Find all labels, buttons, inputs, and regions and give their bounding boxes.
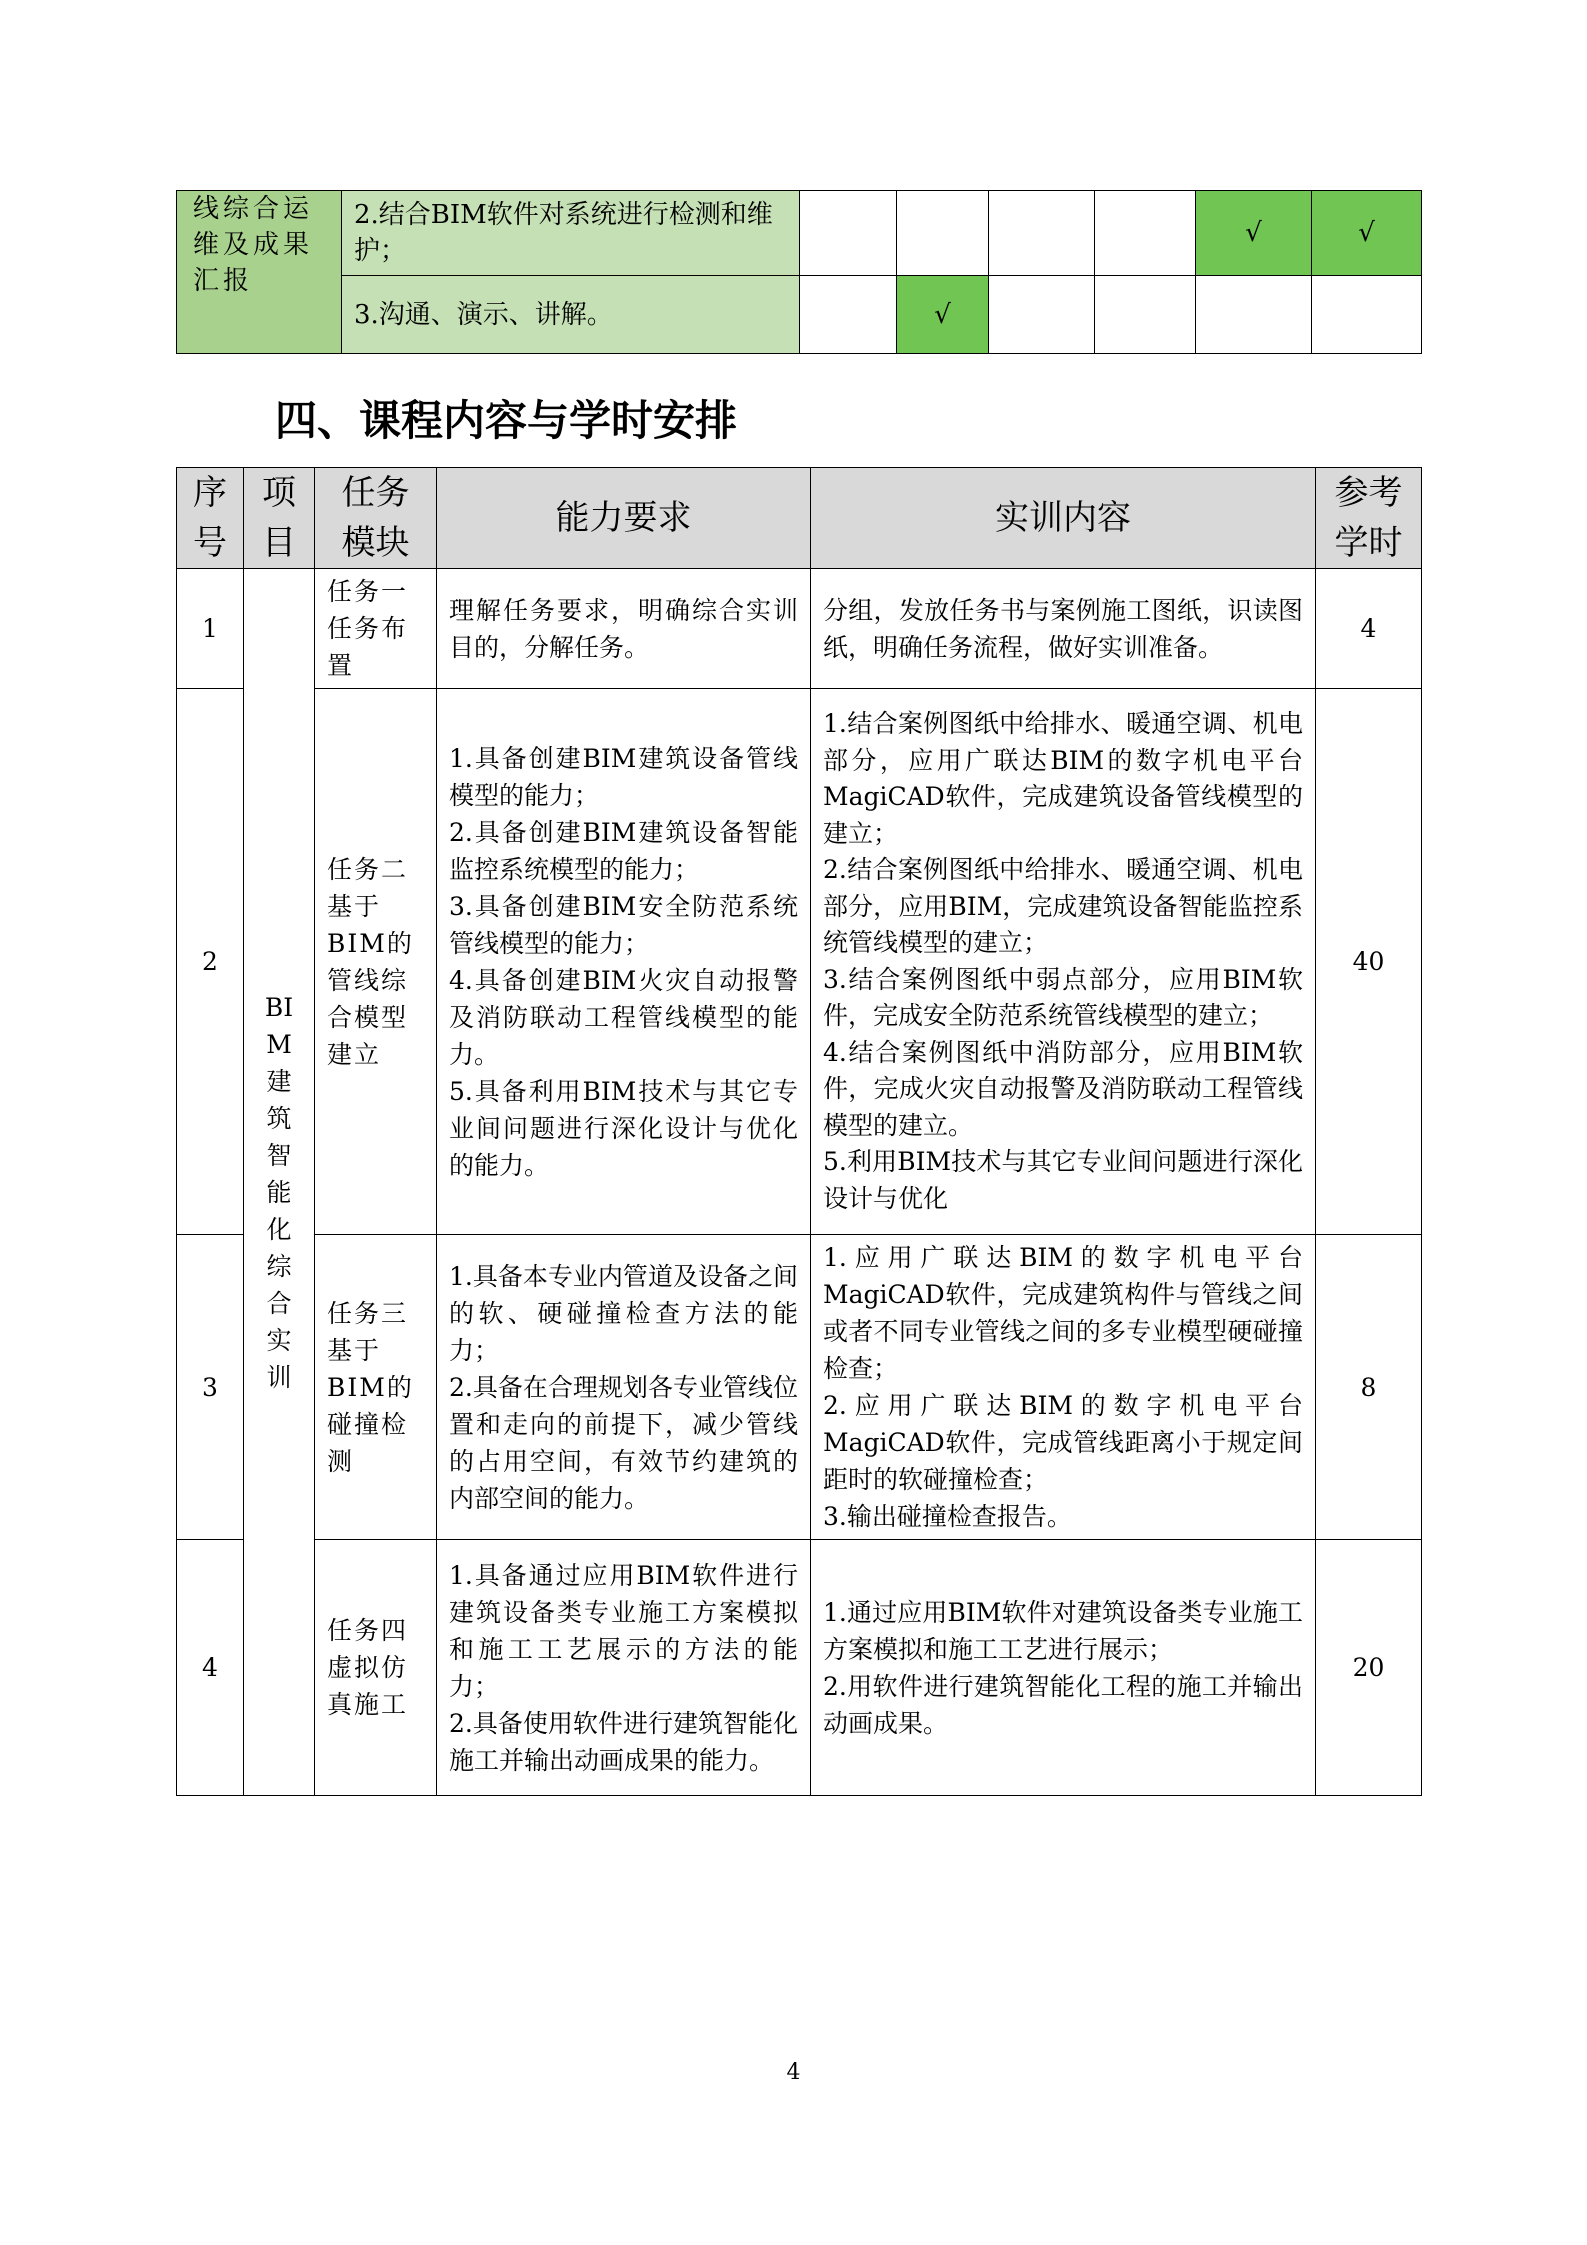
matrix-cell (800, 276, 897, 354)
header-content: 实训内容 (811, 468, 1316, 569)
row-no: 4 (177, 1540, 244, 1796)
ability-cell: 1.具备本专业内管道及设备之间的软、硬碰撞检查方法的能力； 2.具备在合理规划各专业管线位置和走向的前提下，减少管线的占用空间，有效节约建筑的内部空间的能力。 (437, 1235, 811, 1540)
module-cell: 任务一任务布置 (315, 569, 437, 689)
module-cell: 任务三基于BIM的碰撞检测 (315, 1235, 437, 1540)
header-module: 任务模块 (315, 468, 437, 569)
table-row (177, 1235, 1422, 1540)
content-cell: 1.通过应用BIM软件对建筑设备类专业施工方案模拟和施工工艺进行展示； 2.用软件进行建筑智能化工程的施工并输出动画成果。 (811, 1540, 1316, 1796)
matrix-row (177, 276, 1422, 354)
matrix-cell (1312, 276, 1422, 354)
ability-cell: 理解任务要求，明确综合实训目的，分解任务。 (437, 569, 811, 689)
hours-cell: 20 (1316, 1540, 1422, 1796)
module-cell: 任务四虚拟仿真施工 (315, 1540, 437, 1796)
matrix-cell (989, 191, 1095, 276)
matrix-requirement: 2.结合BIM软件对系统进行检测和维护； (342, 191, 800, 276)
matrix-row (177, 191, 1422, 276)
matrix-cell (897, 191, 989, 276)
header-project: 项目 (244, 468, 315, 569)
row-no: 1 (177, 569, 244, 689)
matrix-cell (800, 191, 897, 276)
course-schedule-table (176, 467, 1422, 1796)
matrix-cell (1196, 276, 1312, 354)
table-row (177, 689, 1422, 1235)
matrix-cell (989, 276, 1095, 354)
hours-cell: 40 (1316, 689, 1422, 1235)
table-row (177, 569, 1422, 689)
hours-cell: 8 (1316, 1235, 1422, 1540)
table-header-row (177, 468, 1422, 569)
matrix-check-cell: √ (1196, 191, 1312, 276)
content-cell: 1.结合案例图纸中给排水、暖通空调、机电部分，应用广联达BIM的数字机电平台MagiCAD软件，完成建筑设备管线模型的建立； 2.结合案例图纸中给排水、暖通空调、机电部分，应用BIM，完成建筑设备智能监控系统管线模型的建立； 3.结合案例图纸中弱点部分，应用BIM软件，完成安全防范系统管线模型的建立； 4.结合案例图纸中消防部分，应用BIM软件，完成火灾自动报警及消防联动工程管线模型的建立。 5.利用BIM技术与其它专业间问题进行深化设计与优化 (811, 689, 1316, 1235)
matrix-requirement: 3.沟通、演示、讲解。 (342, 276, 800, 354)
ability-cell: 1.具备创建BIM建筑设备管线模型的能力； 2.具备创建BIM建筑设备智能监控系统模型的能力； 3.具备创建BIM安全防范系统管线模型的能力； 4.具备创建BIM火灾自动报警及消防联动工程管线模型的能力。 5.具备利用BIM技术与其它专业间问题进行深化设计与优化的能力。 (437, 689, 811, 1235)
header-no: 序号 (177, 468, 244, 569)
page-number: 4 (786, 2060, 801, 2085)
matrix-cell (1095, 276, 1196, 354)
content-cell: 1.应用广联达BIM的数字机电平台MagiCAD软件，完成建筑构件与管线之间或者不同专业管线之间的多专业模型硬碰撞检查； 2.应用广联达BIM的数字机电平台MagiCAD软件，完成管线距离小于规定间距时的软碰撞检查； 3.输出碰撞检查报告。 (811, 1235, 1316, 1540)
matrix-check-cell: √ (1312, 191, 1422, 276)
matrix-row-label: 线综合运维及成果汇报 (177, 191, 342, 354)
header-ability: 能力要求 (437, 468, 811, 569)
project-cell (244, 569, 315, 1796)
module-cell: 任务二基于BIM的管线综合模型建立 (315, 689, 437, 1235)
row-no: 2 (177, 689, 244, 1235)
section-title: 四、课程内容与学时安排 (275, 396, 738, 445)
content-cell: 分组，发放任务书与案例施工图纸，识读图纸，明确任务流程，做好实训准备。 (811, 569, 1316, 689)
ability-matrix-table (176, 190, 1422, 354)
matrix-check-cell: √ (897, 276, 989, 354)
matrix-cell (1095, 191, 1196, 276)
hours-cell: 4 (1316, 569, 1422, 689)
table-row (177, 1540, 1422, 1796)
project-name: BIM建筑智能化综合实训 (264, 993, 294, 1392)
row-no: 3 (177, 1235, 244, 1540)
header-hours: 参考学时 (1316, 468, 1422, 569)
ability-cell: 1.具备通过应用BIM软件进行建筑设备类专业施工方案模拟和施工工艺展示的方法的能力； 2.具备使用软件进行建筑智能化施工并输出动画成果的能力。 (437, 1540, 811, 1796)
